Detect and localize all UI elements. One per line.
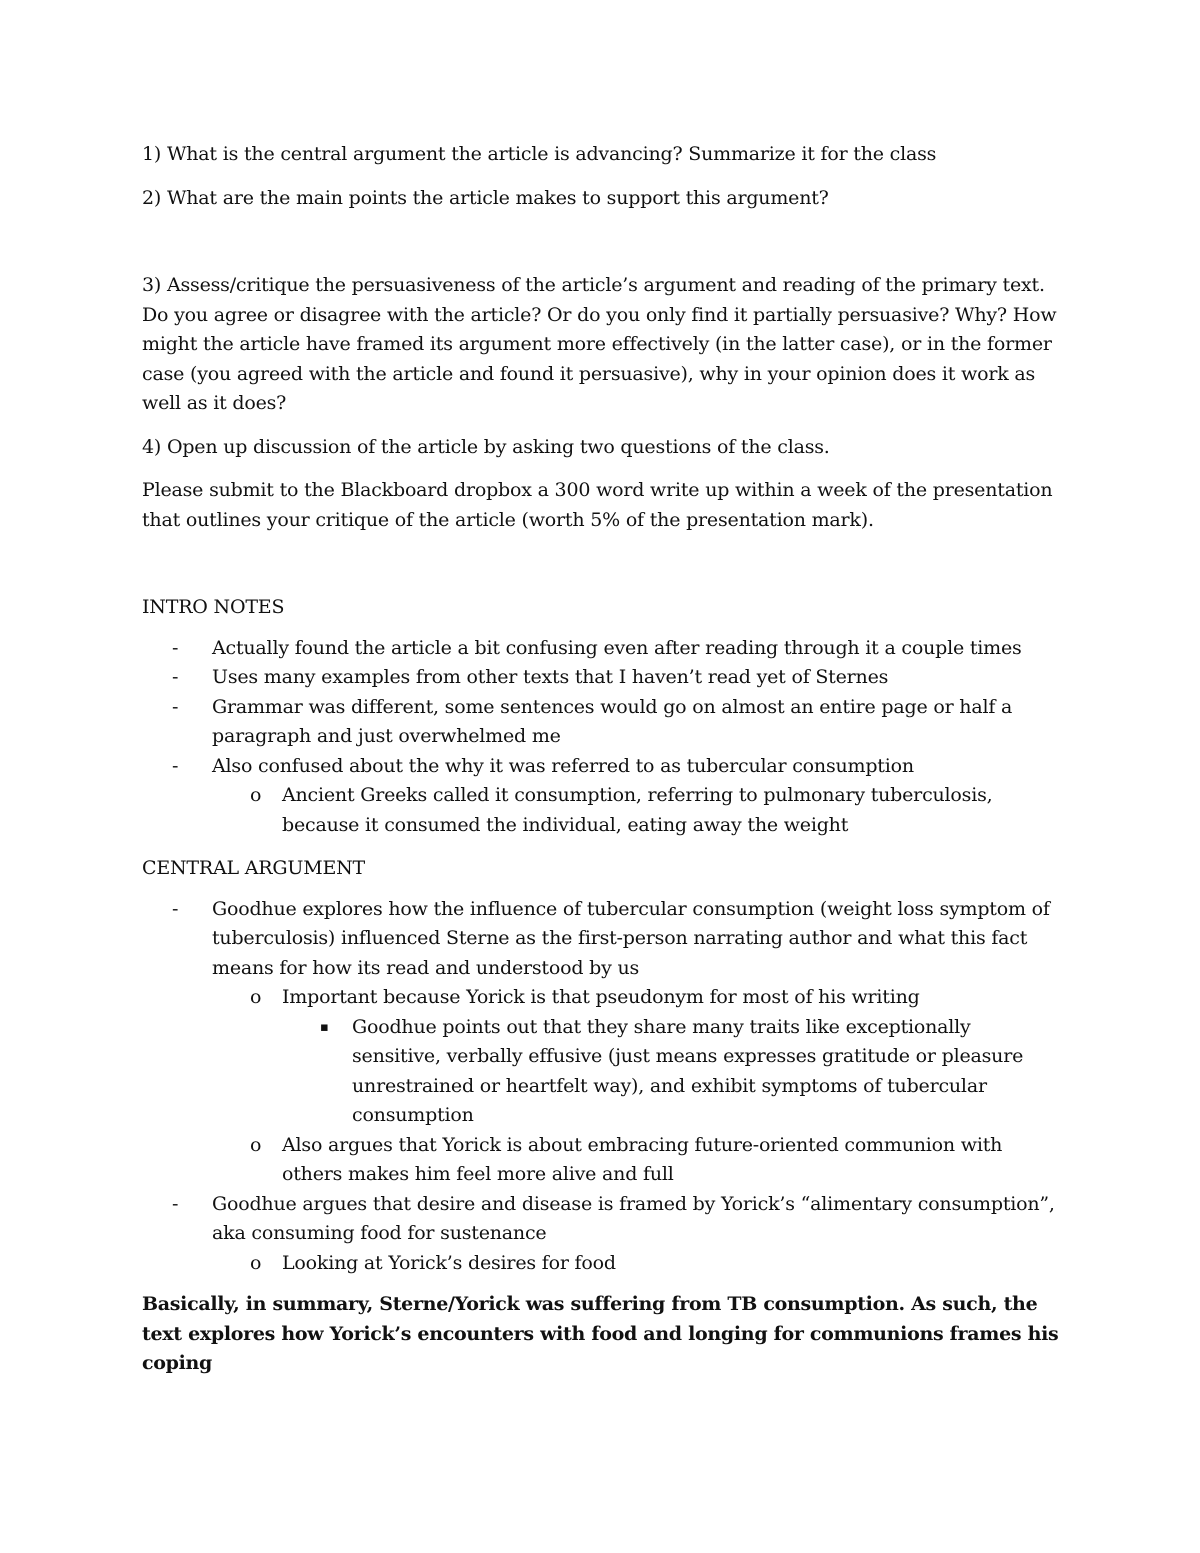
central-argument-list <box>142 895 1062 1279</box>
sub-list-item: o Important because Yorick is that pseudonym for most of his writing ▪ Goodhue points out that they share many traits like exceptionally sensitive, verbally effusive (just means expresses gratitude or pleasure unrestrained or heartfelt way), and exhibit symptoms of tubercular consumption <box>212 983 1062 1131</box>
circle-bullet: o <box>250 1251 262 1274</box>
central-argument-heading: CENTRAL ARGUMENT <box>142 857 366 879</box>
dash-bullet: - <box>172 636 179 659</box>
question-4: 4) Open up discussion of the article by asking two questions of the class. <box>142 435 830 458</box>
circle-bullet: o <box>250 784 262 806</box>
sub-list-item: o Looking at Yorick’s desires for food <box>212 1249 1062 1279</box>
dash-bullet: - <box>172 1192 179 1215</box>
dash-bullet: - <box>172 695 179 718</box>
list-item: - Goodhue explores how the influence of tubercular consumption (weight loss symptom of tuberculosis) influenced Sterne as the first-person narrating author and what this fact means for how its read and understood by us o Important because Yorick is that pseudonym for most of his writing ▪ Goodhue points out that they share many traits like exceptionally sensitive, verbally effusive (just means expresses gratitude or pleasure unrestrained or heartfelt way), and exhibit symptoms of tubercular consumption o Also argues that Yorick is about embracing future-oriented communion with others makes him feel more alive and full <box>142 895 1062 1190</box>
submit-note: Please submit to the Blackboard dropbox a 300 word write up within a week of the presentation that outlines your critique of the article (worth 5% of the presentation mark). <box>142 479 1053 531</box>
sub-list-item: o Also argues that Yorick is about embracing future-oriented communion with others makes him feel more alive and full <box>212 1131 1062 1190</box>
list-item: - Actually found the article a bit confusing even after reading through it a couple times <box>142 634 1062 664</box>
sub-list <box>212 1249 1062 1279</box>
square-bullet: ▪ <box>320 1019 329 1035</box>
list-item: - Grammar was different, some sentences would go on almost an entire page or half a paragraph and just overwhelmed me <box>142 693 1062 752</box>
dash-bullet: - <box>172 754 179 777</box>
dash-bullet: - <box>172 897 179 920</box>
list-item: - Goodhue argues that desire and disease is framed by Yorick’s “alimentary consumption”, aka consuming food for sustenance o Looking at Yorick’s desires for food <box>142 1190 1062 1279</box>
circle-bullet: o <box>250 1133 262 1156</box>
dash-bullet: - <box>172 666 179 688</box>
sub-list-item: o Ancient Greeks called it consumption, referring to pulmonary tuberculosis, because it consumed the individual, eating away the weight <box>212 781 1062 840</box>
list-item: - Uses many examples from other texts that I haven’t read yet of Sternes <box>142 663 1062 693</box>
question-3: 3) Assess/critique the persuasiveness of the article’s argument and reading of the primary text. Do you agree or disagree with the article? Or do you only find it partially persuasive? Why? How might the article have framed its argument more effectively (in the latter case), or in the former case (you agreed with the article and found it persuasive), why in your opinion does it work as well as it does? <box>142 274 1057 414</box>
intro-notes-heading: INTRO NOTES <box>142 596 285 618</box>
sub-list <box>212 983 1062 1190</box>
circle-bullet: o <box>250 986 262 1008</box>
summary-paragraph: Basically, in summary, Sterne/Yorick was suffering from TB consumption. As such, the text explores how Yorick’s encounters with food and longing for communions frames his coping <box>142 1293 1059 1374</box>
question-1: 1) What is the central argument the article is advancing? Summarize it for the class <box>142 143 937 165</box>
question-2: 2) What are the main points the article makes to support this argument? <box>142 186 829 209</box>
intro-notes-list <box>142 634 1062 841</box>
sub-list <box>212 781 1062 840</box>
sub-sub-list-item: ▪ Goodhue points out that they share many traits like exceptionally sensitive, verbally effusive (just means expresses gratitude or pleasure unrestrained or heartfelt way), and exhibit symptoms of tubercular consumption <box>282 1013 1062 1131</box>
document-body <box>142 140 1062 1379</box>
sub-sub-list <box>282 1013 1062 1131</box>
list-item: - Also confused about the why it was referred to as tubercular consumption o Ancient Greeks called it consumption, referring to pulmonary tuberculosis, because it consumed the individual, eating away the weight <box>142 752 1062 841</box>
